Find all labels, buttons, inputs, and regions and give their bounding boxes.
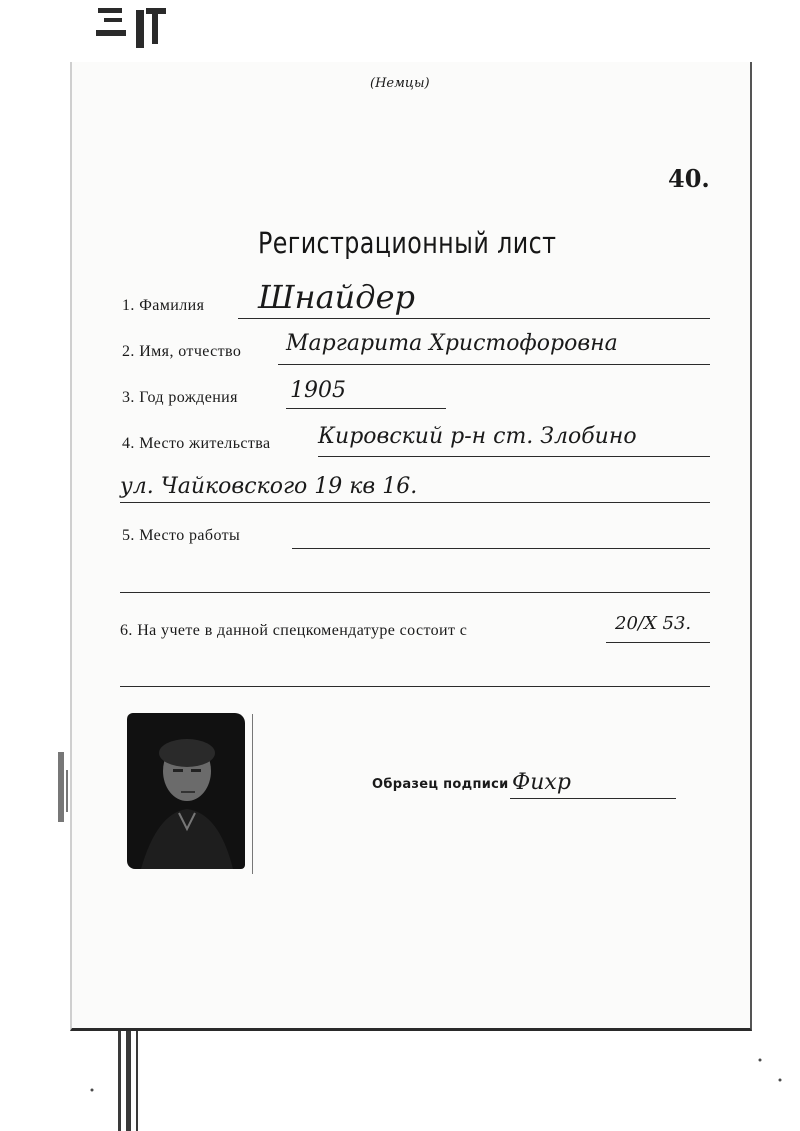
signature-underline: [510, 798, 676, 799]
workplace-label: 5. Место работы: [122, 527, 241, 544]
portrait-photo: [127, 713, 245, 869]
top-note: (Немцы): [370, 76, 430, 91]
residence-value: Кировский р-н ст. Злобино: [318, 424, 637, 449]
registered-value: 20/X 53.: [615, 613, 692, 634]
page-title: Регистрационный лист: [258, 226, 557, 260]
surname-value: Шнайдер: [258, 278, 415, 316]
residence-value-line2: ул. Чайковского 19 кв 16.: [120, 474, 418, 499]
name-underline: [278, 364, 710, 365]
birth-year-label: 3. Год рождения: [122, 389, 238, 406]
page-number: 40.: [668, 164, 710, 193]
signature-value: Фихр: [512, 770, 571, 795]
birth-year-underline: [286, 408, 446, 409]
surname-underline: [238, 318, 710, 319]
name-label: 2. Имя, отчество: [122, 343, 242, 360]
name-value: Маргарита Христофоровна: [286, 331, 618, 356]
signature-label: Образец подписи: [372, 777, 509, 792]
surname-label: 1. Фамилия: [122, 297, 205, 314]
residence-underline-2: [120, 502, 710, 503]
photo-frame-edge: [252, 714, 253, 874]
registration-sheet: [70, 62, 752, 1031]
portrait-figure: [127, 713, 245, 869]
workplace-underline: [292, 548, 710, 549]
workplace-underline-2: [120, 592, 710, 593]
registered-label: 6. На учете в данной спецкомендатуре состоит с: [120, 622, 468, 639]
registered-underline-2: [120, 686, 710, 687]
residence-label: 4. Место жительства: [122, 435, 271, 452]
residence-underline: [318, 456, 710, 457]
registered-underline: [606, 642, 710, 643]
birth-year-value: 1905: [290, 378, 346, 403]
